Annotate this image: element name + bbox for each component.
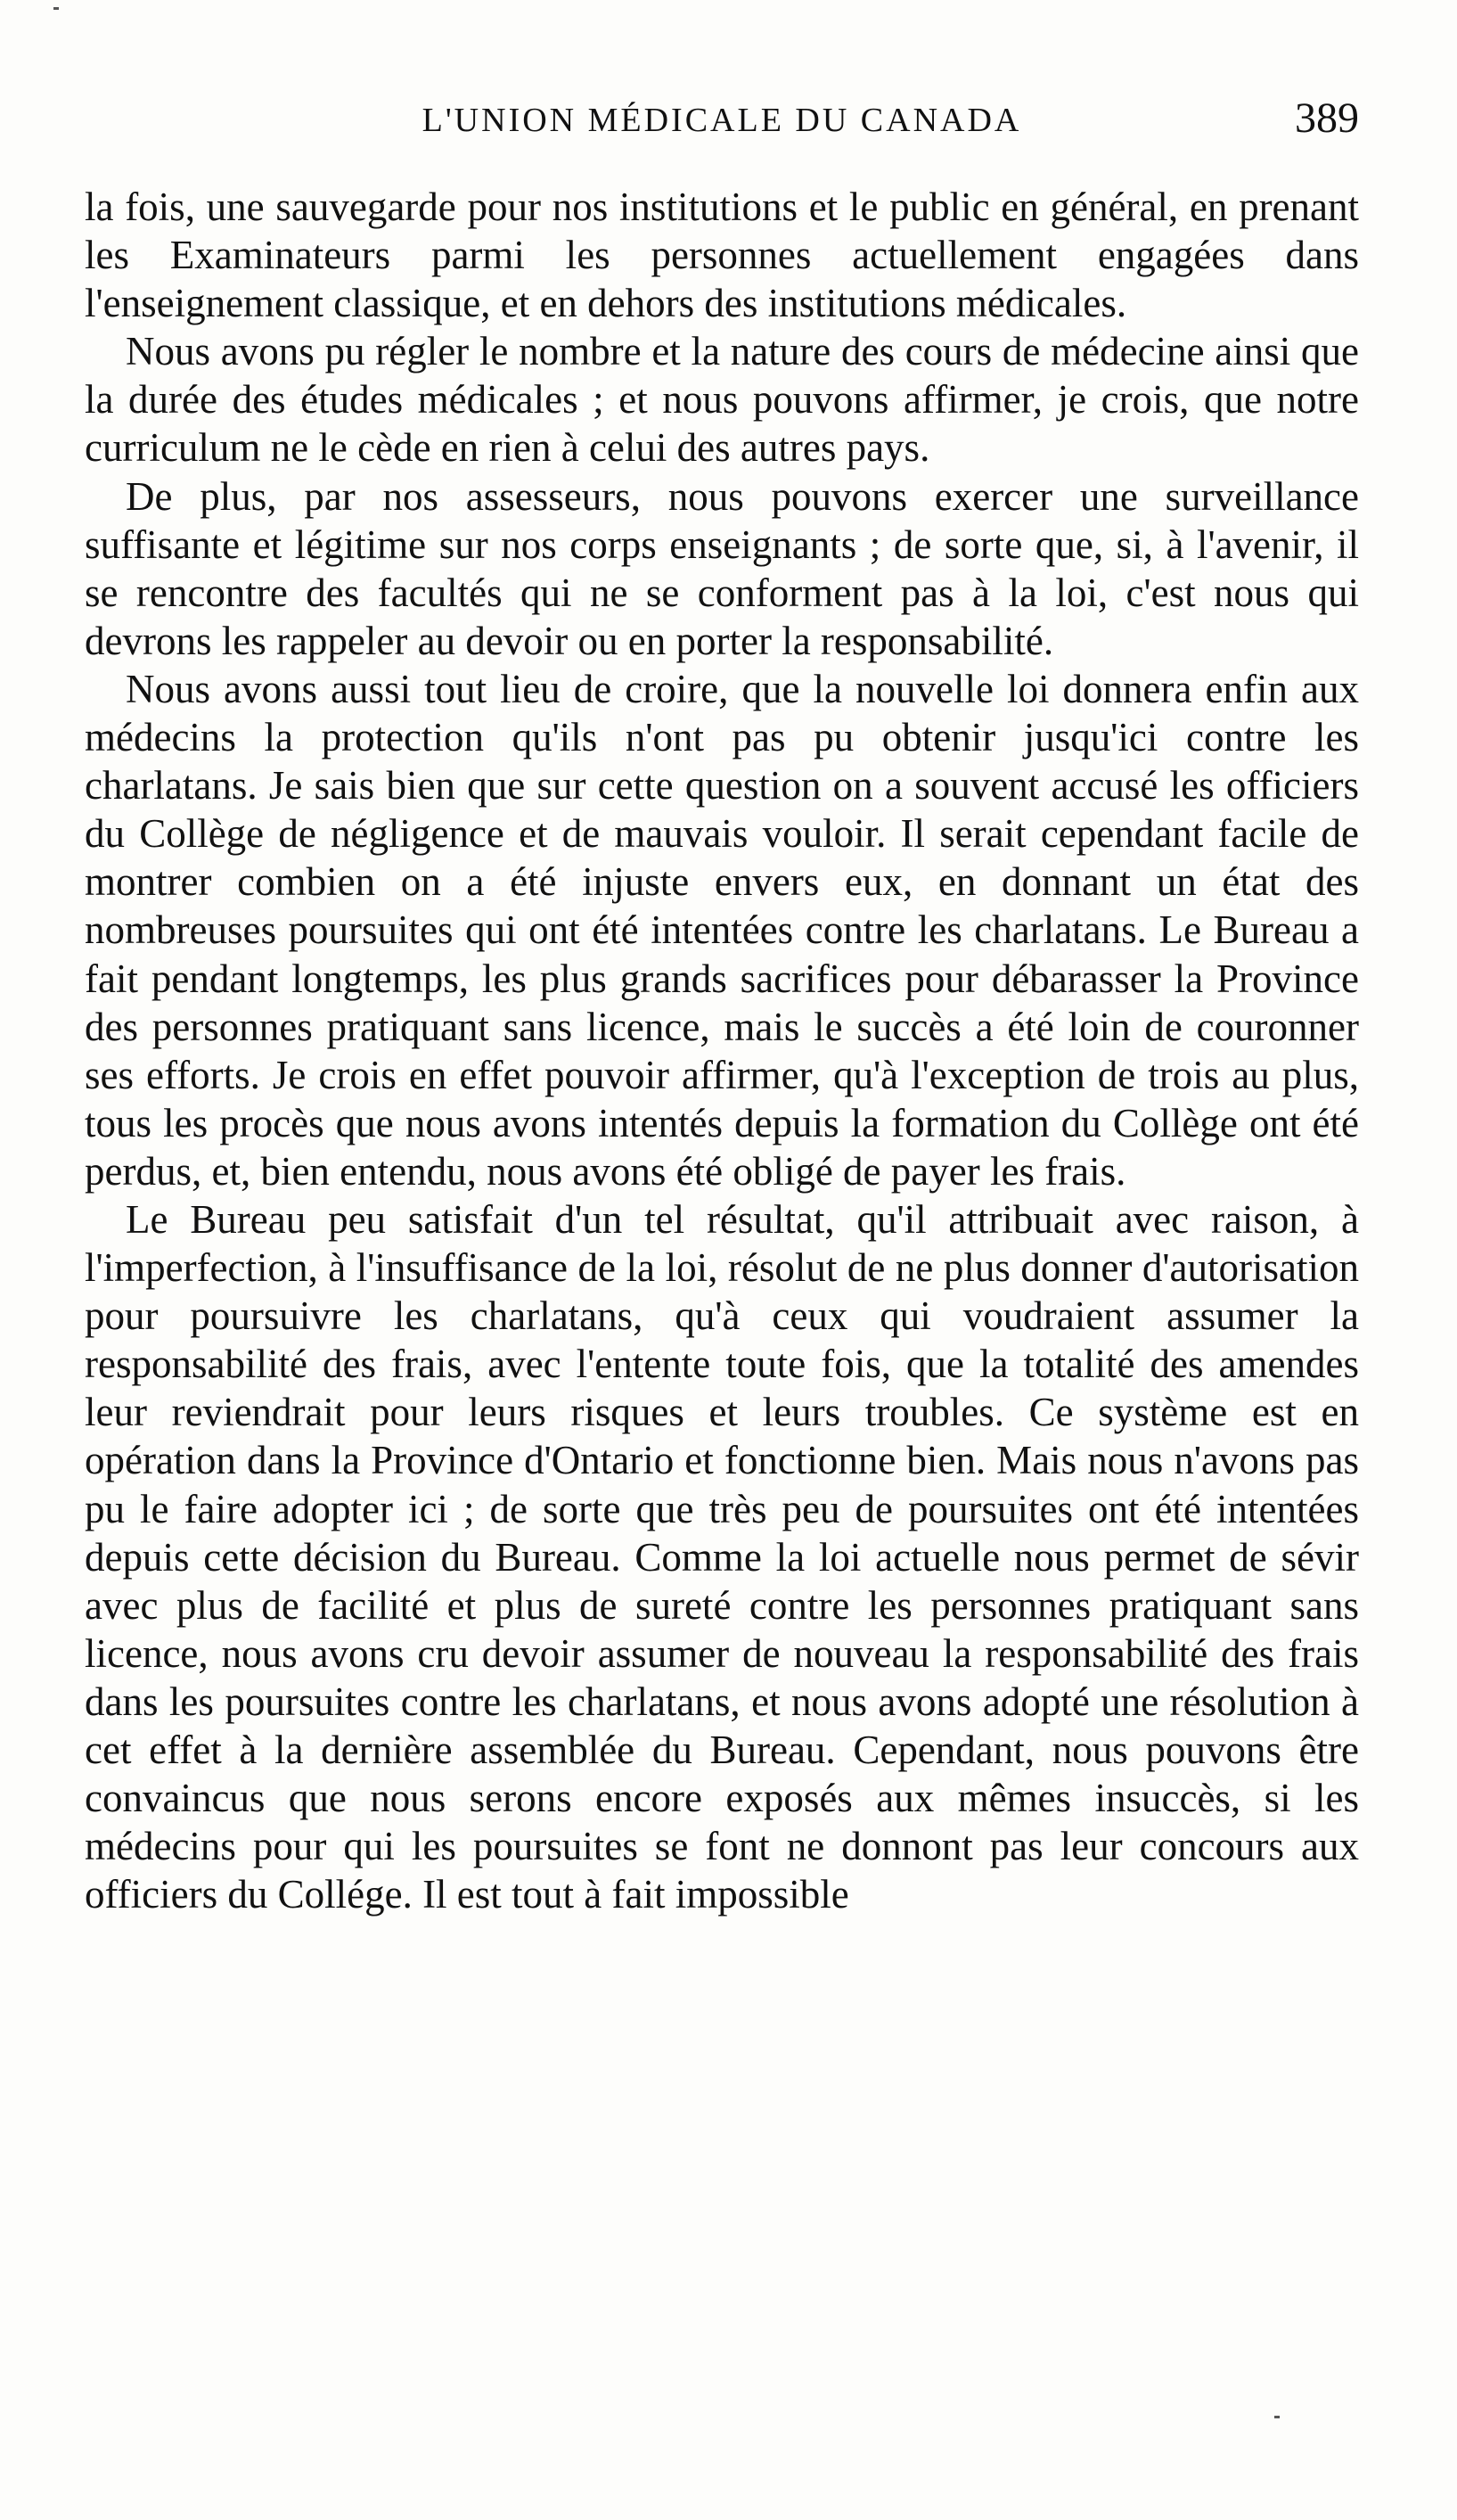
paragraph: Le Bureau peu satisfait d'un tel résultat, qu'il attribuait avec raison, à l'imperfection, à l'insuffisance de la loi, résolut de ne plus donner d'autorisation pour poursuivre les charlatans, qu'à ceux qui voudraient assumer la responsabilité des frais, avec l'entente toute fois, que la totalité des amendes leur reviendrait pour leurs risques et leurs troubles. Ce système est en opération dans la Province d'Ontario et fonctionne bien. Mais nous n'avons pas pu le faire adopter ici ; de sorte que très peu de poursuites ont été intentées depuis cette décision du Bureau. Comme la loi actuelle nous permet de sévir avec plus de facilité et plus de sureté contre les personnes pratiquant sans licence, nous avons cru devoir assumer de nouveau la responsabilité des frais dans les poursuites contre les charlatans, et nous avons adopté une résolution à cet effet à la dernière assemblée du Bureau. Cependant, nous pouvons être convaincus que nous serons encore exposés aux mêmes insuccès, si les médecins pour qui les poursuites se font ne donnont pas leur concours aux officiers du Collége. Il est tout à fait impossible — [85, 1196, 1359, 1917]
paragraph: De plus, par nos assesseurs, nous pouvons exercer une surveillance suffisante et légitime sur nos corps enseignants ; de sorte que, si, à l'avenir, il se rencontre des facultés qui ne se conforment pas à la loi, c'est nous qui devrons les rappeler au devoir ou en porter la responsabilité. — [85, 473, 1359, 663]
scan-speck — [1274, 2416, 1280, 2418]
body-text — [85, 183, 1359, 1918]
scan-speck — [53, 7, 59, 10]
journal-title: L'UNION MÉDICALE DU CANADA — [422, 102, 1022, 139]
page-number: 389 — [1295, 94, 1359, 142]
running-head — [85, 94, 1359, 147]
paragraph: Nous avons pu régler le nombre et la nature des cours de médecine ainsi que la durée des études médicales ; et nous pouvons affirmer, je crois, que notre curriculum ne le cède en rien à celui des autres pays. — [85, 329, 1359, 471]
paragraph-continuation: la fois, une sauvegarde pour nos institutions et le public en général, en prenant les Examinateurs parmi les personnes actuellement engagées dans l'enseignement classique, et en dehors des institutions médicales. — [85, 185, 1359, 326]
paragraph: Nous avons aussi tout lieu de croire, que la nouvelle loi donnera enfin aux médecins la protection qu'ils n'ont pas pu obtenir jusqu'ici contre les charlatans. Je sais bien que sur cette question on a souvent accusé les officiers du Collège de négligence et de mauvais vouloir. Il serait cependant facile de montrer combien on a été injuste envers eux, en donnant un état des nombreuses poursuites qui ont été intentées contre les charlatans. Le Bureau a fait pendant longtemps, les plus grands sacrifices pour débarasser la Province des personnes pratiquant sans licence, mais le succès a été loin de couronner ses efforts. Je crois en effet pouvoir affirmer, qu'à l'exception de trois au plus, tous les procès que nous avons intentés depuis la formation du Collège ont été perdus, et, bien entendu, nous avons été obligé de payer les frais. — [85, 666, 1359, 1194]
